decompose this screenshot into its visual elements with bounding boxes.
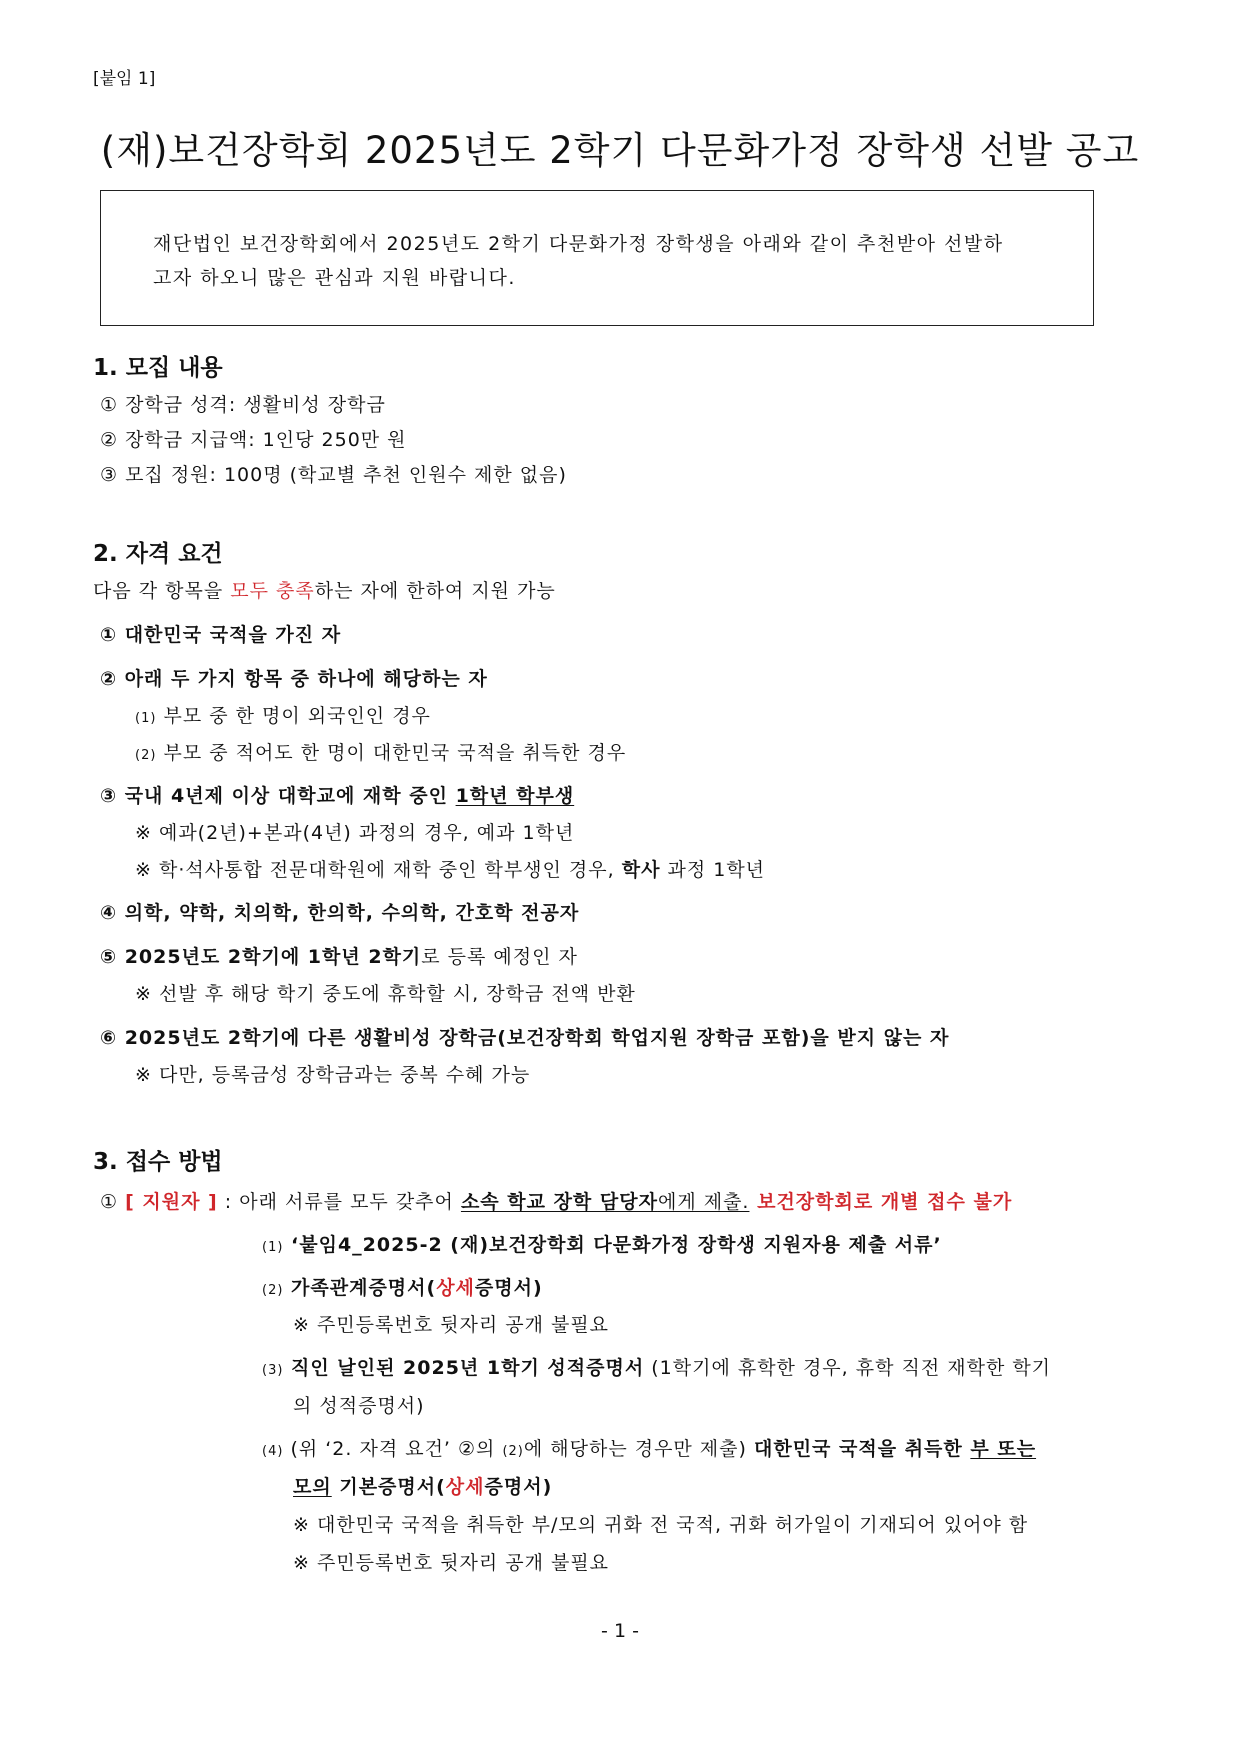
page-title: (재)보건장학회 2025년도 2학기 다문화가정 장학생 선발 공고: [100, 129, 1140, 172]
doc-text: (1학기에 휴학한 경우, 휴학 직전 재학한 학기: [644, 1357, 1052, 1379]
doc-red: 상세: [436, 1277, 475, 1299]
requirement-6-note: ※ 다만, 등록금성 장학금과는 중복 수혜 가능: [135, 1064, 531, 1086]
doc-cont-underlined: 모의: [293, 1476, 332, 1498]
doc-cont-bold: 기본증명서(: [331, 1476, 446, 1498]
submission-number: ①: [100, 1191, 126, 1213]
requirement-6: ⑥ 2025년도 2학기에 다른 생활비성 장학금(보건장학회 학업지원 장학금 포함)을 받지 않는 자: [100, 1027, 950, 1049]
doc-text-2: 에 해당하는 경우만 제출): [523, 1438, 754, 1460]
doc-sub-number: (2): [502, 1444, 524, 1459]
section-2-heading: 2. 자격 요건: [93, 541, 223, 567]
requirement-2: ② 아래 두 가지 항목 중 하나에 해당하는 자: [100, 668, 488, 690]
document-1: [262, 1230, 942, 1257]
sub-number: (2): [135, 748, 157, 763]
req3-text: ③ 국내 4년제 이상 대학교에 재학 중인: [100, 785, 456, 807]
sub-text: 부모 중 한 명이 외국인인 경우: [156, 705, 431, 727]
section-1-heading: 1. 모집 내용: [93, 355, 223, 381]
submission-line: [100, 1187, 1012, 1214]
doc-text: 가족관계증명서(: [283, 1277, 437, 1299]
attachment-label: [붙임 1]: [93, 69, 156, 89]
requirement-3-note-2: [135, 855, 765, 882]
page-number: - 1 -: [601, 1620, 639, 1642]
submission-warning: 보건장학회로 개별 접수 불가: [749, 1191, 1013, 1213]
submission-target-end: 에게 제출.: [657, 1191, 750, 1213]
requirement-2-sub-1: [135, 701, 431, 728]
intro-box: [100, 190, 1094, 326]
intro-line-2: 고자 하오니 많은 관심과 지원 바랍니다.: [153, 267, 516, 289]
doc-cont-red: 상세: [445, 1476, 485, 1498]
doc-number: (4): [262, 1444, 284, 1459]
submission-target: 소속 학교 장학 담당자: [460, 1191, 658, 1213]
requirement-5: [100, 942, 578, 969]
req3-underlined: 1학년 학부생: [455, 785, 575, 807]
requirement-3-note-1: ※ 예과(2년)+본과(4년) 과정의 경우, 예과 1학년: [135, 822, 575, 844]
doc-text: (위 ‘2. 자격 요건’ ②의: [283, 1438, 503, 1460]
doc-bold: 대한민국 국적을 취득한: [753, 1438, 971, 1460]
doc-number: (2): [262, 1283, 284, 1298]
doc-text: ‘붙임4_2025-2 (재)보건장학회 다문화가정 장학생 지원자용 제출 서류’: [283, 1234, 942, 1256]
section-2-lead: [93, 576, 556, 603]
section-1-item-2: ② 장학금 지급액: 1인당 250만 원: [100, 429, 407, 451]
note-text-end: 과정 1학년: [660, 859, 766, 881]
doc-text-end: 증명서): [474, 1277, 543, 1299]
requirement-4: ④ 의학, 약학, 치의학, 한의학, 수의학, 간호학 전공자: [100, 902, 580, 924]
document-4-note-1: ※ 대한민국 국적을 취득한 부/모의 귀화 전 국적, 귀화 허가일이 기재되어 있어야 함: [293, 1514, 1029, 1536]
sub-text: 부모 중 적어도 한 명이 대한민국 국적을 취득한 경우: [156, 742, 627, 764]
requirement-3: [100, 781, 574, 808]
intro-line-1: 재단법인 보건장학회에서 2025년도 2학기 다문화가정 장학생을 아래와 같이 추천받아 선발하: [153, 233, 1004, 255]
submission-text: : 아래 서류를 모두 갖추어: [217, 1191, 461, 1213]
requirement-2-sub-2: [135, 738, 626, 765]
requirement-5-note: ※ 선발 후 해당 학기 중도에 휴학할 시, 장학금 전액 반환: [135, 983, 636, 1005]
doc-cont-end: 증명서): [484, 1476, 553, 1498]
section-1-item-3: ③ 모집 정원: 100명 (학교별 추천 인원수 제한 없음): [100, 464, 567, 486]
document-4-note-2: ※ 주민등록번호 뒷자리 공개 불필요: [293, 1552, 610, 1574]
document-3-cont: 의 성적증명서): [293, 1395, 425, 1417]
note-bold: 학사: [621, 859, 661, 881]
document-3: [262, 1353, 1051, 1380]
doc-number: (1): [262, 1240, 284, 1255]
section-3-heading: 3. 접수 방법: [93, 1149, 223, 1175]
document-4-cont: [293, 1472, 552, 1499]
lead-text-end: 하는 자에 한하여 지원 가능: [314, 580, 556, 602]
note-text: ※ 학·석사통합 전문대학원에 재학 중인 학부생인 경우,: [135, 859, 622, 881]
doc-bold-underlined: 부 또는: [970, 1438, 1037, 1460]
sub-number: (1): [135, 711, 157, 726]
lead-text: 다음 각 항목을: [93, 580, 231, 602]
requirement-1: ① 대한민국 국적을 가진 자: [100, 624, 342, 646]
doc-bold: 직인 날인된 2025년 1학기 성적증명서: [283, 1357, 645, 1379]
req5-bold: ⑤ 2025년도 2학기에 1학년 2학기: [100, 946, 422, 968]
doc-number: (3): [262, 1363, 284, 1378]
applicant-label: [ 지원자 ]: [125, 1191, 218, 1213]
document-4: [262, 1434, 1036, 1461]
document-2: [262, 1273, 543, 1300]
lead-emphasis: 모두 충족: [230, 580, 315, 602]
document-2-note: ※ 주민등록번호 뒷자리 공개 불필요: [293, 1314, 610, 1336]
req5-text: 로 등록 예정인 자: [421, 946, 578, 968]
section-1-item-1: ① 장학금 성격: 생활비성 장학금: [100, 394, 386, 416]
